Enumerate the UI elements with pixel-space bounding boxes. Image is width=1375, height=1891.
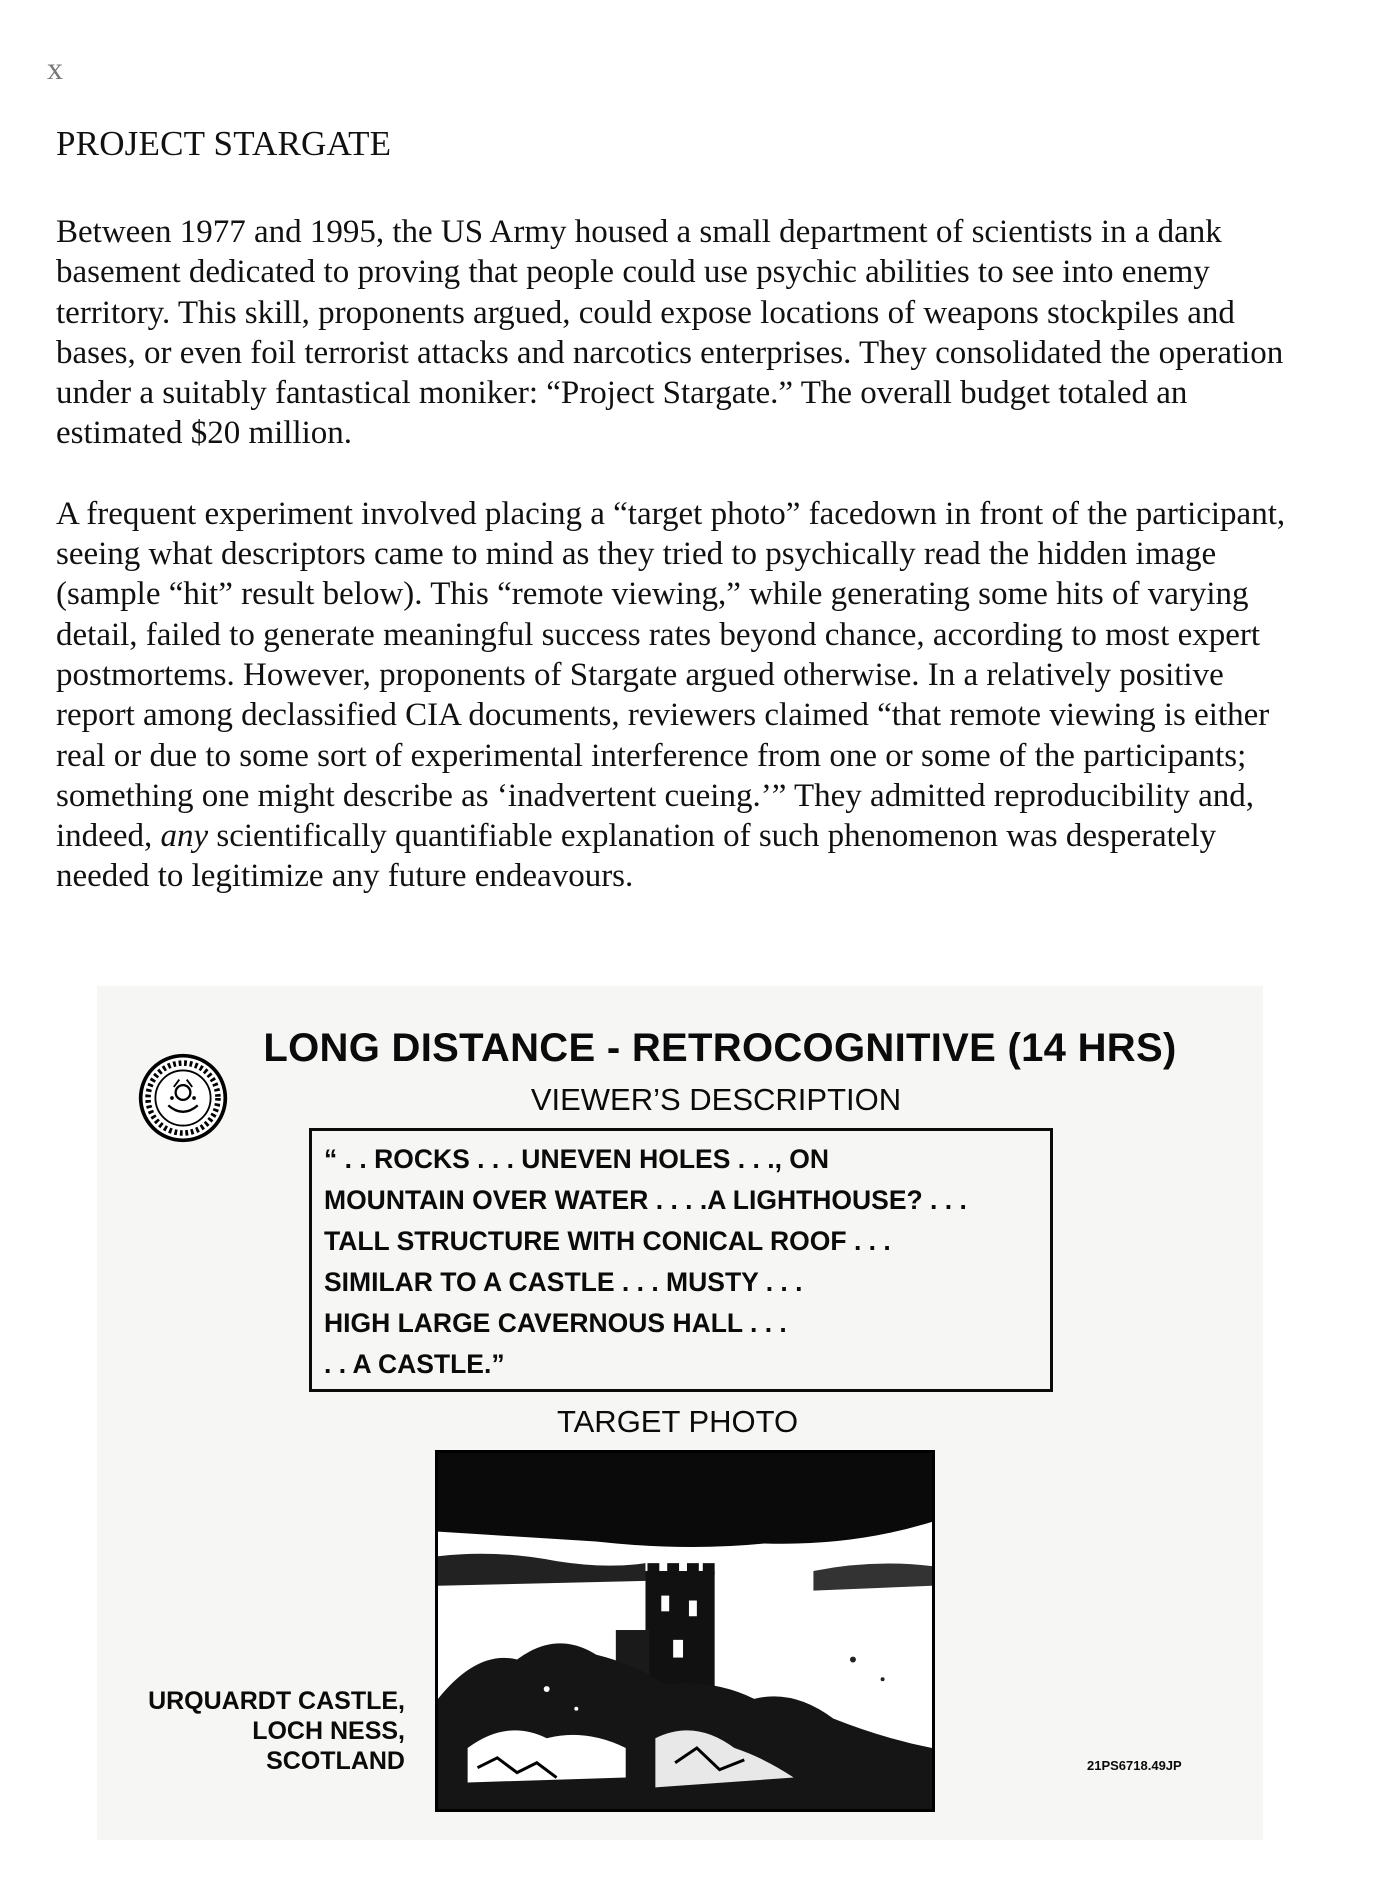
description-line: TALL STRUCTURE WITH CONICAL ROOF . . .	[324, 1226, 891, 1256]
description-line: “ . . ROCKS . . . UNEVEN HOLES . . ., ON	[324, 1144, 830, 1174]
description-line: SIMILAR TO A CASTLE . . . MUSTY . . .	[324, 1267, 803, 1297]
figure-subheading: VIEWER’S DESCRIPTION	[530, 1082, 902, 1117]
description-line: MOUNTAIN OVER WATER . . . .A LIGHTHOUSE? . . .	[324, 1185, 967, 1215]
declassified-document-image	[97, 986, 1263, 1840]
document-id: 21PS6718.49JP	[1087, 1758, 1182, 1773]
figure-heading: LONG DISTANCE - RETROCOGNITIVE (14 HRS)	[263, 1026, 1177, 1070]
description-line: HIGH LARGE CAVERNOUS HALL . . .	[324, 1308, 787, 1338]
paragraph-2-emphasis: any	[160, 818, 209, 855]
target-photo	[435, 1450, 935, 1812]
paragraph-2-text: A frequent experiment involved placing a “target photo” facedown in front of the participant, seeing what descriptors came to mind as they tried to psychically read the hidden image (sample “hit” result below). This “remote viewing,” while generating some hits of varying detail, failed to generate meaningful success rates beyond chance, according to most expert postmortems. However, proponents of Stargate argued otherwise. In a relatively positive report among declassified CIA documents, reviewers claimed “that remote viewing is either real or due to some sort of experimental interference from one or some of the participants; something one might describe as ‘inadvertent cueing.’” They admitted reproducibility and, indeed,	[56, 495, 1286, 855]
article-paragraph-2	[56, 494, 1296, 897]
target-photo-label: TARGET PHOTO	[557, 1404, 799, 1439]
caption-line: URQUARDT CASTLE,	[148, 1687, 405, 1715]
paragraph-2-text-end: scientifically quantifiable explanation of such phenomenon was desperately needed to legitimize any future endeavours.	[56, 818, 1217, 895]
photo-caption	[143, 1686, 405, 1776]
viewer-description-box	[309, 1128, 1053, 1392]
article-title: PROJECT STARGATE	[56, 124, 392, 163]
caption-line: LOCH NESS,	[252, 1717, 405, 1745]
close-button[interactable]: x	[47, 50, 63, 86]
description-line: . . A CASTLE.”	[324, 1349, 505, 1379]
caption-line: SCOTLAND	[266, 1747, 405, 1775]
article-paragraph-1: Between 1977 and 1995, the US Army housed a small department of scientists in a dank basement dedicated to proving that people could use psychic abilities to see into enemy territory. This skill, proponents argued, could expose locations of weapons stockpiles and bases, or even foil terrorist attacks and narcotics enterprises. They consolidated the operation under a suitably fantastical moniker: “Project Stargate.” The overall budget totaled an estimated $20 million.	[56, 214, 1284, 452]
article	[56, 124, 1296, 937]
